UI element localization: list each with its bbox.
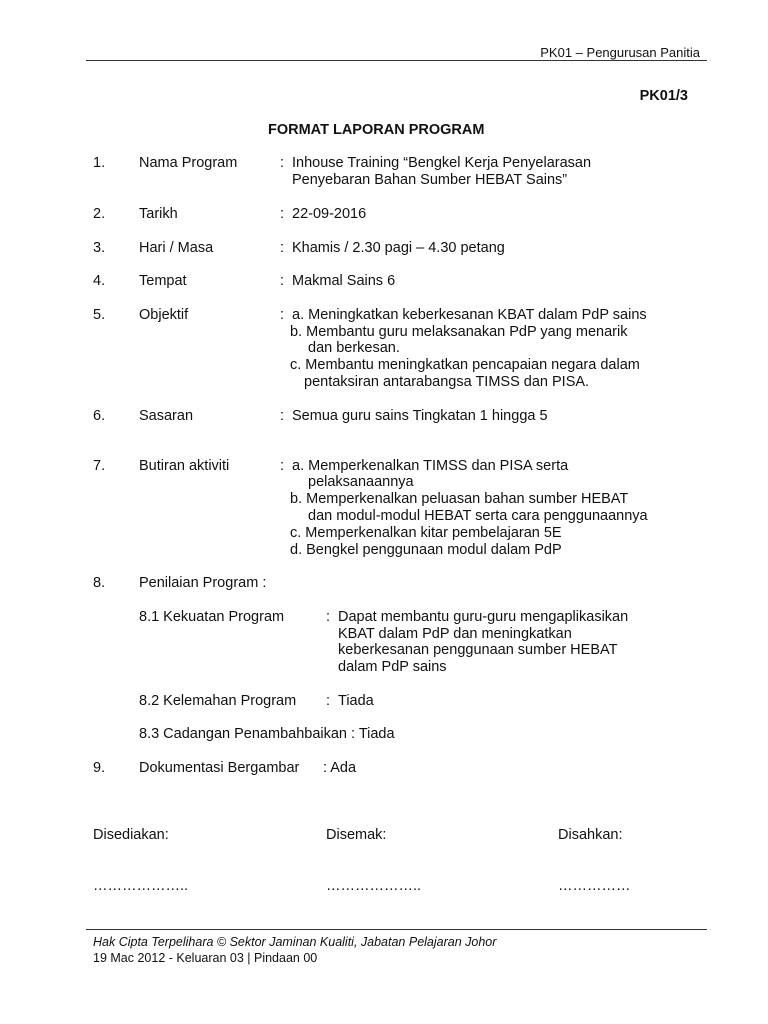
item-colon: : xyxy=(280,155,285,171)
objective-line: b. Membantu guru melaksanakan PdP yang menarik xyxy=(290,324,628,340)
subitem-label-cadangan: 8.3 Cadangan Penambahbaikan : Tiada xyxy=(139,726,395,742)
target-value: Semua guru sains Tingkatan 1 hingga 5 xyxy=(292,408,548,424)
form-code: PK01/3 xyxy=(639,88,688,104)
checked-by-label: Disemak: xyxy=(326,827,387,843)
place-value: Makmal Sains 6 xyxy=(292,273,396,289)
item-label-nama-program: Nama Program xyxy=(139,155,238,171)
item-label-tarikh: Tarikh xyxy=(139,206,178,222)
item-colon: : xyxy=(280,307,285,323)
item-number: 6. xyxy=(93,408,106,424)
item-label-sasaran: Sasaran xyxy=(139,408,194,424)
objective-line: pentaksiran antarabangsa TIMSS dan PISA. xyxy=(304,374,590,390)
strength-line: Dapat membantu guru-guru mengaplikasikan xyxy=(338,609,629,625)
item-label-penilaian-program: Penilaian Program : xyxy=(139,575,267,591)
objective-line: c. Membantu meningkatkan pencapaian negara dalam xyxy=(290,357,640,373)
item-number: 3. xyxy=(93,240,106,256)
strength-line: KBAT dalam PdP dan meningkatkan xyxy=(338,626,572,642)
checked-signature-line: ……………….. xyxy=(326,878,422,894)
revision-info: 19 Mac 2012 - Keluaran 03 | Pindaan 00 xyxy=(93,951,318,965)
item-label-butiran-aktiviti: Butiran aktiviti xyxy=(139,458,230,474)
prepared-by-label: Disediakan: xyxy=(93,827,169,843)
item-label-objektif: Objektif xyxy=(139,307,189,323)
objective-line: a. Meningkatkan keberkesanan KBAT dalam PdP sains xyxy=(292,307,647,323)
item-number: 4. xyxy=(93,273,106,289)
item-colon: : xyxy=(326,609,331,625)
program-name-line: Inhouse Training “Bengkel Kerja Penyelarasan xyxy=(292,155,592,171)
item-colon: : xyxy=(280,206,285,222)
documentation-value: : Ada xyxy=(323,760,357,776)
item-number: 7. xyxy=(93,458,106,474)
copyright-notice: Hak Cipta Terpelihara © Sektor Jaminan Kualiti, Jabatan Pelajaran Johor xyxy=(93,935,497,949)
activity-line: b. Memperkenalkan peluasan bahan sumber HEBAT xyxy=(290,491,629,507)
activity-line: d. Bengkel penggunaan modul dalam PdP xyxy=(290,542,562,558)
activity-line: c. Memperkenalkan kitar pembelajaran 5E xyxy=(290,525,562,541)
document-code: PK01 – Pengurusan Panitia xyxy=(540,45,700,60)
item-number: 2. xyxy=(93,206,106,222)
footer-rule xyxy=(86,929,707,930)
page-title: FORMAT LAPORAN PROGRAM xyxy=(268,122,485,138)
program-name-line: Penyebaran Bahan Sumber HEBAT Sains” xyxy=(292,172,568,188)
item-colon: : xyxy=(280,458,285,474)
strength-line: keberkesanan penggunaan sumber HEBAT xyxy=(338,642,618,658)
objective-line: dan berkesan. xyxy=(308,340,400,356)
item-colon: : xyxy=(280,240,285,256)
strength-line: dalam PdP sains xyxy=(338,659,447,675)
header-rule xyxy=(86,60,707,61)
activity-line: a. Memperkenalkan TIMSS dan PISA serta xyxy=(292,458,569,474)
approved-by-label: Disahkan: xyxy=(558,827,623,843)
weakness-value: Tiada xyxy=(338,693,374,709)
day-time-value: Khamis / 2.30 pagi – 4.30 petang xyxy=(292,240,505,256)
item-number: 9. xyxy=(93,760,106,776)
subitem-label-kelemahan: 8.2 Kelemahan Program xyxy=(139,693,297,709)
item-number: 1. xyxy=(93,155,106,171)
activity-line: pelaksanaannya xyxy=(308,474,414,490)
item-colon: : xyxy=(326,693,331,709)
subitem-label-kekuatan: 8.1 Kekuatan Program xyxy=(139,609,285,625)
item-label-dokumentasi: Dokumentasi Bergambar xyxy=(139,760,300,776)
item-label-tempat: Tempat xyxy=(139,273,187,289)
item-label-hari-masa: Hari / Masa xyxy=(139,240,214,256)
activity-line: dan modul-modul HEBAT serta cara penggunaannya xyxy=(308,508,648,524)
date-value: 22-09-2016 xyxy=(292,206,367,222)
item-colon: : xyxy=(280,408,285,424)
item-number: 5. xyxy=(93,307,106,323)
item-number: 8. xyxy=(93,575,106,591)
prepared-signature-line: ……………….. xyxy=(93,878,189,894)
item-colon: : xyxy=(280,273,285,289)
approved-signature-line: …………… xyxy=(558,878,631,894)
